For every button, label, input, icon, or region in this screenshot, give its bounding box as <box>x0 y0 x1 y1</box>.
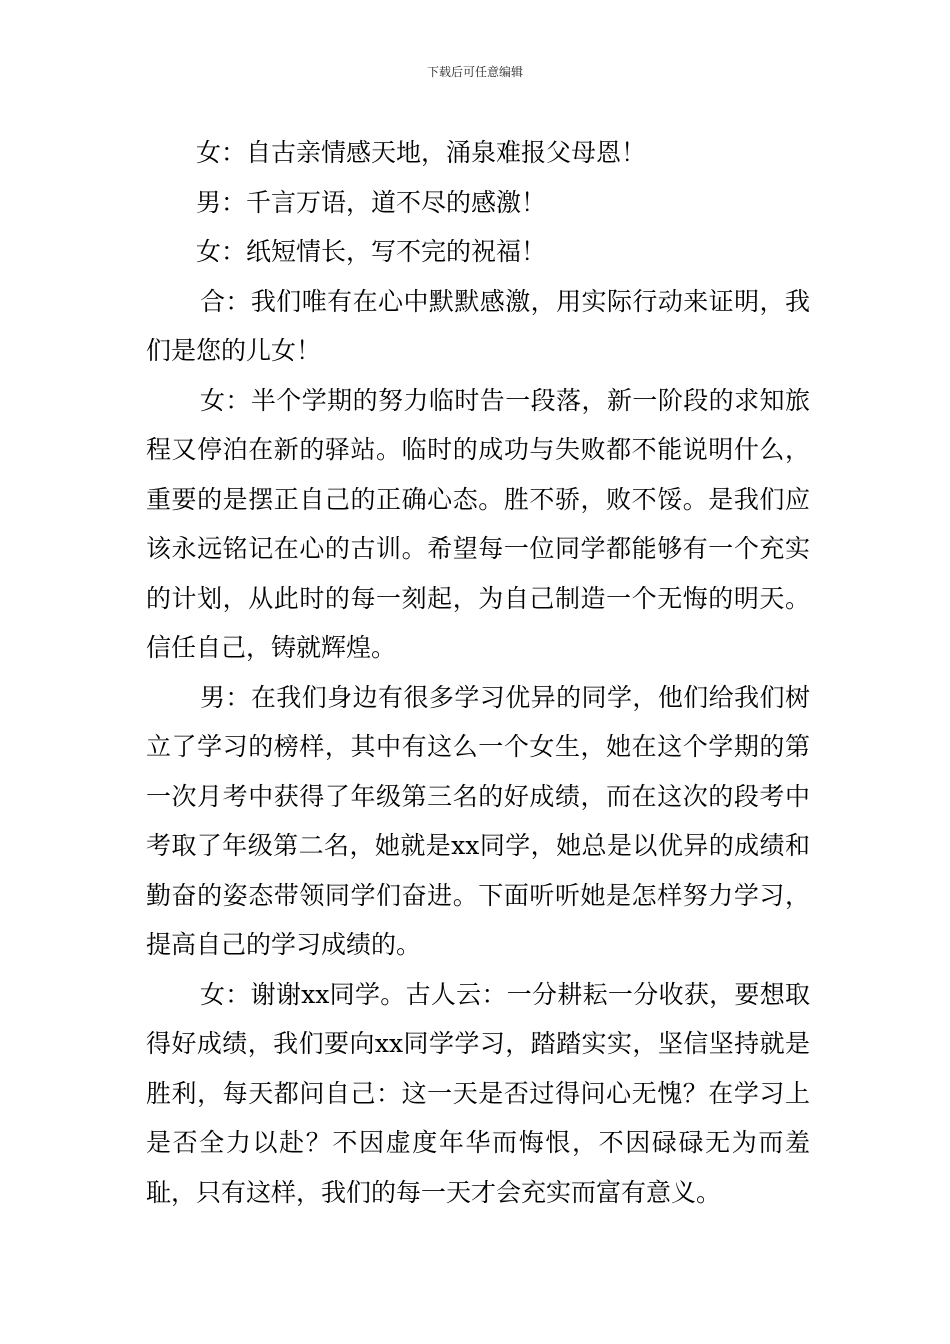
paragraph-6: 男：在我们身边有很多学习优异的同学，他们给我们树立了学习的榜样，其中有这么一个女生，她在这个学期的第一次月考中获得了年级第三名的好成绩，而在这次的段考中考取了年级第二名，她就是xx同学，她总是以优异的成绩和勤奋的姿态带领同学们奋进。下面听听她是怎样努力学习，提高自己的学习成绩的。 <box>146 682 810 959</box>
paragraph-5: 女：半个学期的努力临时告一段落，新一阶段的求知旅程又停泊在新的驿站。临时的成功与失败都不能说明什么，重要的是摆正自己的正确心态。胜不骄，败不馁。是我们应该永远铭记在心的古训。希望每一位同学都能够有一个充实的计划，从此时的每一刻起，为自己制造一个无悔的明天。信任自己，铸就辉煌。 <box>146 385 810 662</box>
paragraph-1: 女：自古亲情感天地，涌泉难报父母恩！ <box>196 138 647 167</box>
paragraph-4: 合：我们唯有在心中默默感激，用实际行动来证明，我们是您的儿女！ <box>146 286 810 365</box>
page-header: 下载后可任意编辑 <box>426 65 523 79</box>
paragraph-3: 女：纸短情长，写不完的祝福！ <box>196 237 547 266</box>
document-body <box>146 128 810 1217</box>
paragraph-2: 男：千言万语，道不尽的感激！ <box>196 187 547 217</box>
paragraph-7: 女：谢谢xx同学。古人云：一分耕耘一分收获，要想取得好成绩，我们要向xx同学学习，踏踏实实，坚信坚持就是胜利，每天都问自己：这一天是否过得问心无愧？在学习上是否全力以赴？不因虚度年华而悔恨，不因碌碌无为而羞耻，只有这样，我们的每一天才会充实而富有意义。 <box>146 979 810 1207</box>
